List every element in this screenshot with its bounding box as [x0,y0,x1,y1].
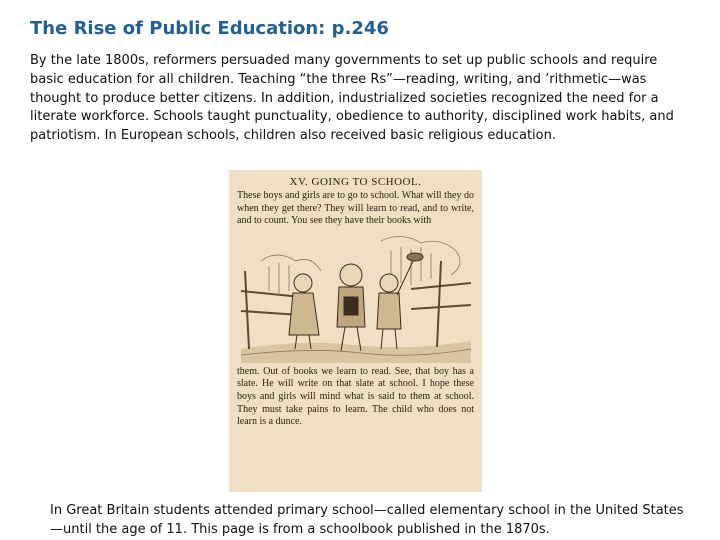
schoolbook-text-bottom: them. Out of books we learn to read. See, that boy has a slate. He will write on that slate at school. I hope these boys and girls will mind what is said to them at school. They must take pains to learn. The child who does not learn is a dunce. [237,365,474,428]
image-caption: In Great Britain students attended primary school—called elementary school in the United States—until the age of 11. This page is from a schoolbook published in the 1870s. [50,503,684,537]
schoolbook-text-top: These boys and girls are to go to school. What will they do when they get there? They will learn to read, and to write, and to count. You see they have their books with [237,190,474,227]
schoolbook-page-image [229,170,482,492]
slide-title: The Rise of Public Education: p.246 [30,18,389,39]
schoolbook-heading: XV. GOING TO SCHOOL. [289,176,422,188]
intro-paragraph: By the late 1800s, reformers persuaded many governments to set up public schools and require basic education for all children. Teaching “the three Rs”—reading, writing, and ’rithmetic—was thought to produce better citizens. In addition, industrialized societies recognized the need for a literate workforce. Schools taught punctuality, obedience to authority, disciplined work habits, and patriotism. In European schools, children also received basic religious education. [30,53,674,144]
children-going-to-school-engraving-icon [241,231,471,363]
